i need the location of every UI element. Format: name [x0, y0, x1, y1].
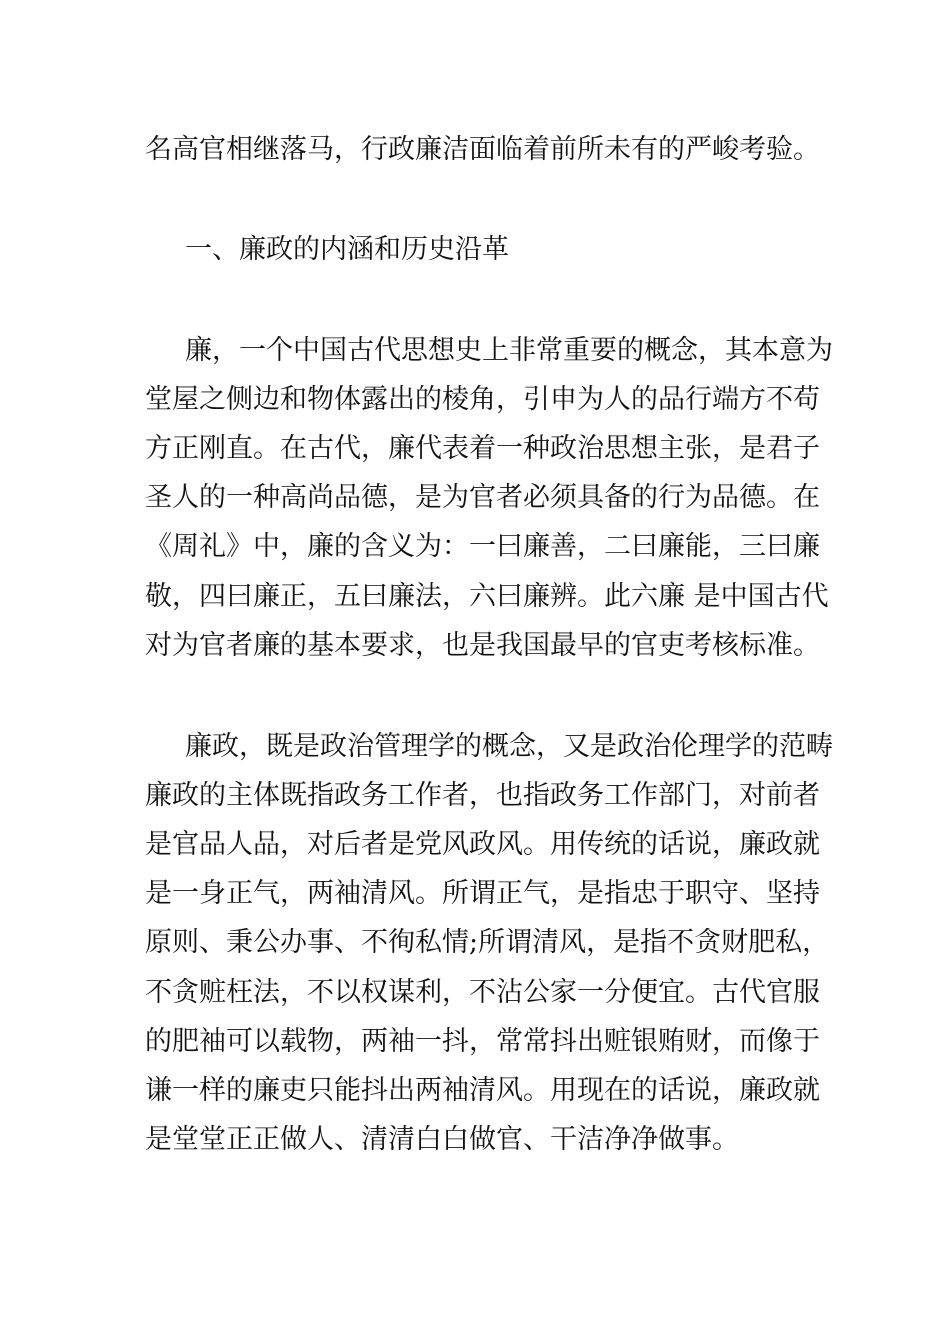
paragraph-line: 敬，四曰廉正，五曰廉法，六曰廉辨。此六廉 是中国古代	[145, 581, 829, 612]
paragraph-line: 不贪赃枉法，不以权谋利，不沾公家一分便宜。古代官服	[145, 977, 820, 1008]
paragraph-line: 是堂堂正正做人、清清白白做官、干洁净净做事。	[145, 1124, 739, 1155]
paragraph-line: 廉政的主体既指政务工作者，也指政务工作部门，对前者	[145, 780, 820, 811]
paragraph-line: 圣人的一种高尚品德，是为官者必须具备的行为品德。在	[145, 482, 820, 513]
paragraph-line: 名高官相继落马，行政廉洁面临着前所未有的严峻考验。	[145, 134, 820, 165]
paragraph-line: 堂屋之侧边和物体露出的棱角，引申为人的品行端方不苟	[145, 384, 820, 415]
paragraph-line: 是一身正气，两袖清风。所谓正气，是指忠于职守、坚持	[145, 878, 820, 909]
paragraph-line: 对为官者廉的基本要求，也是我国最早的官吏考核标准。	[145, 630, 820, 661]
paragraph-line: 《周礼》中，廉的含义为：一曰廉善，二曰廉能，三曰廉	[145, 531, 820, 562]
paragraph-line: 的肥袖可以载物，两袖一抖，常常抖出赃银贿财，而像于	[145, 1026, 820, 1057]
paragraph-line: 廉，一个中国古代思想史上非常重要的概念，其本意为	[185, 335, 833, 366]
section-heading: 一、廉政的内涵和历史沿革	[185, 234, 509, 265]
paragraph-line: 廉政，既是政治管理学的概念，又是政治伦理学的范畴	[185, 731, 833, 762]
paragraph-line: 谦一样的廉吏只能抖出两袖清风。用现在的话说，廉政就	[145, 1075, 820, 1106]
paragraph-line: 是官品人品，对后者是党风政风。用传统的话说，廉政就	[145, 829, 820, 860]
paragraph-line: 方正刚直。在古代，廉代表着一种政治思想主张，是君子	[145, 433, 820, 464]
paragraph-line: 原则、秉公办事、不徇私情;所谓清风，是指不贪财肥私，	[145, 927, 830, 958]
